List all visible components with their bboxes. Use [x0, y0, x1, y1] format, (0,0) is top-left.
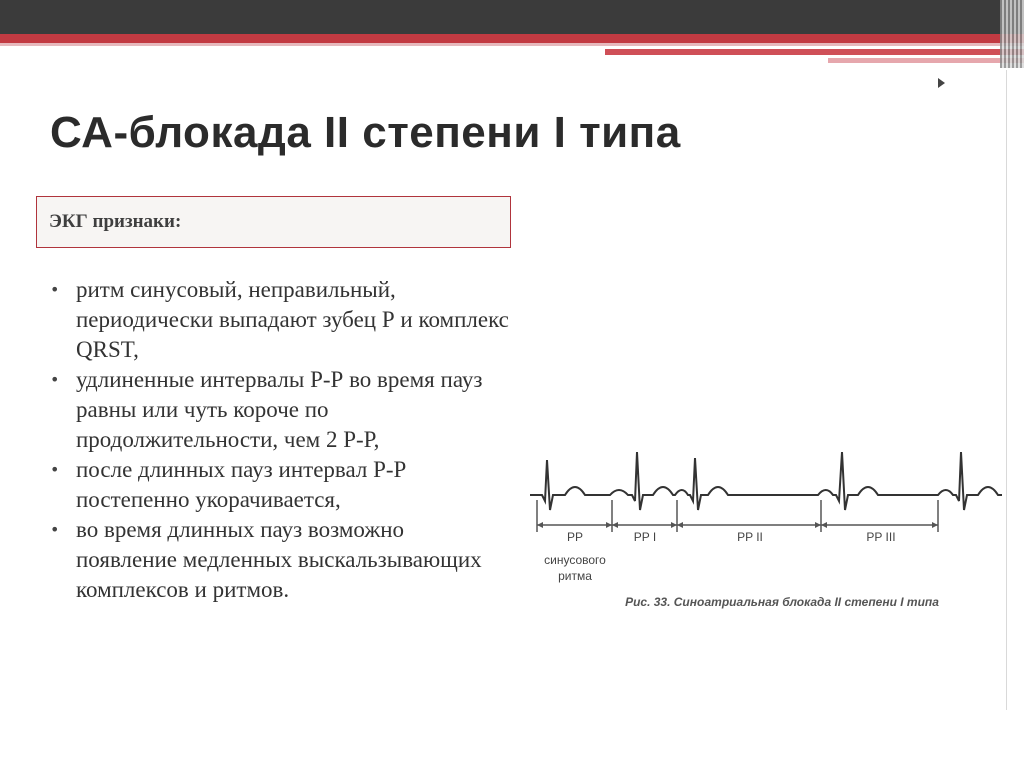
ecg-trace — [530, 452, 1002, 510]
bullet-icon: • — [50, 280, 60, 299]
top-dark-bar — [0, 0, 1024, 34]
interval-label-pp3: PP III — [866, 530, 896, 544]
slide-title: СА-блокада II степени I типа — [50, 108, 681, 157]
subtitle-box — [36, 196, 511, 248]
bullet-item — [50, 365, 510, 455]
accent-stripe-shorter — [828, 58, 1024, 63]
interval-label-pp2: PP II — [737, 530, 763, 544]
bullet-item — [50, 515, 510, 605]
figure-caption: Рис. 33. Синоатриальная блокада II степени I типа — [625, 595, 939, 609]
interval-label-pp: PP — [566, 530, 584, 544]
accent-stripe — [0, 34, 1024, 43]
ecg-figure — [520, 440, 1010, 620]
bullet-text: после длинных пауз интервал Р-Р постепенно укорачивается, — [76, 457, 407, 512]
decorative-lines — [1000, 0, 1024, 68]
bullet-icon: • — [50, 370, 60, 389]
bullet-list — [50, 275, 510, 605]
interval-label-pp1: PP I — [633, 530, 657, 544]
bullet-text: удлиненные интервалы Р-Р во время пауз равны или чуть короче по продолжительности, чем 2 Р-Р, — [76, 367, 483, 452]
accent-stripe-light — [0, 43, 1024, 46]
bullet-icon: • — [50, 460, 60, 479]
rhythm-label: ритма — [558, 569, 592, 583]
bullet-text: во время длинных пауз возможно появление медленных выскальзывающих комплексов и ритмов. — [76, 517, 482, 602]
bullet-item — [50, 275, 510, 365]
bullet-icon: • — [50, 520, 60, 539]
sinus-label: синусового — [544, 553, 606, 567]
subtitle: ЭКГ признаки: — [49, 211, 182, 232]
bullet-text: ритм синусовый, неправильный, периодически выпадают зубец Р и комплекс QRST, — [76, 277, 509, 362]
bullet-item — [50, 455, 510, 515]
accent-stripe-short — [605, 49, 1024, 55]
triangle-arrow-icon — [938, 78, 945, 88]
